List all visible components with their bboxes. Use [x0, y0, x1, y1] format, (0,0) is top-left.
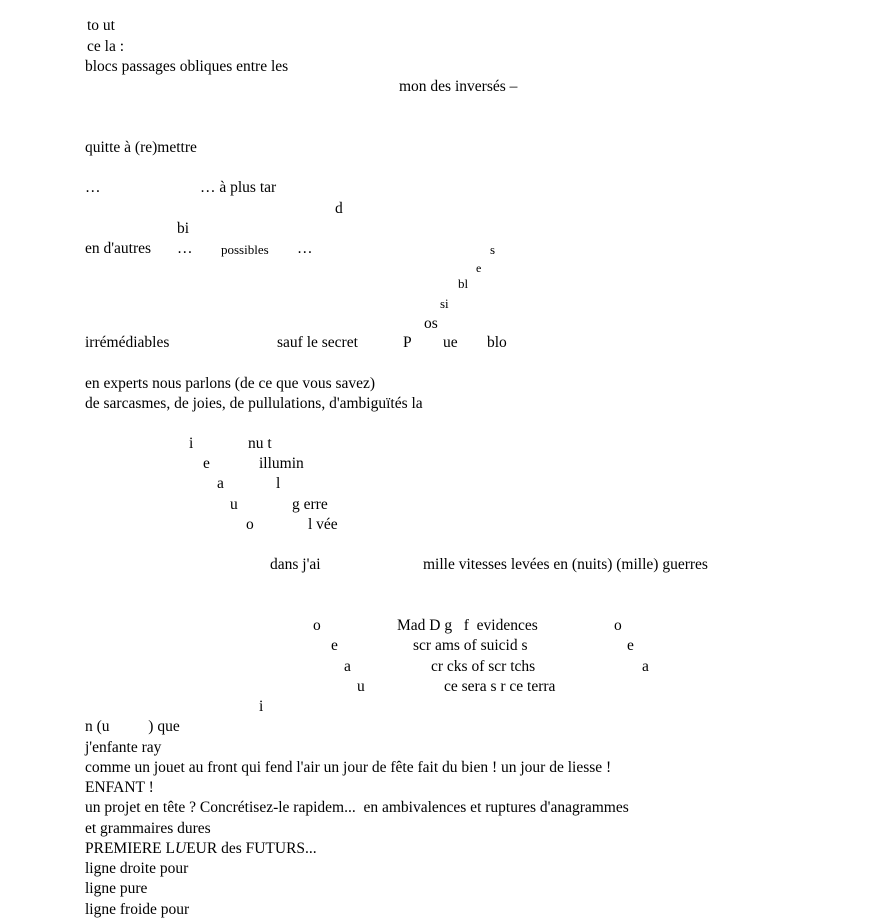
poem-fragment: mille vitesses levées en (nuits) (mille) guerres — [423, 556, 708, 573]
poem-fragment: d — [335, 200, 343, 217]
poem-line: ligne pure — [85, 880, 148, 897]
poem-fragment: bi — [177, 220, 190, 237]
poem-line: ligne froide pour — [85, 901, 190, 918]
diagonal-fragment: g erre — [292, 496, 328, 513]
poem-line: ce la : — [87, 38, 125, 55]
diagonal-letter: i — [259, 698, 264, 715]
cascade-letter: e — [476, 261, 482, 275]
poem-fragment: … à plus tar — [200, 179, 277, 196]
poem-fragment: P — [403, 334, 412, 351]
poem-fragment: dans j'ai — [270, 556, 321, 573]
poem-line: mon des inversés – — [399, 78, 518, 95]
poem-line: quitte à (re)mettre — [85, 139, 197, 156]
diagonal-fragment: l — [276, 475, 281, 492]
poem-line: j'enfante ray — [85, 739, 162, 756]
poem-line-part: PREMIERE L — [85, 840, 175, 857]
cascade-letter: bl — [458, 276, 469, 291]
diagonal-fragment: l vée — [308, 516, 338, 533]
cascade-letter: s — [490, 242, 496, 257]
poem-fragment: sauf le secret — [277, 334, 358, 351]
diagonal-letter: o — [246, 516, 254, 533]
diagonal-letter: u — [230, 496, 238, 513]
cascade-letter: si — [440, 296, 449, 311]
diagonal-letter: e — [627, 637, 634, 654]
diagonal-letter: a — [642, 658, 649, 675]
diagonal-letter: e — [331, 637, 338, 654]
poem-line: ligne droite pour — [85, 860, 189, 877]
poem-line: comme un jouet au front qui fend l'air un jour de fête fait du bien ! un jour de liesse ! — [85, 759, 612, 776]
poem-fragment: … — [177, 240, 193, 257]
poem-fragment: possibles — [221, 242, 269, 257]
diagonal-fragment: cr cks of scr tchs — [431, 658, 536, 675]
poem-fragment: … — [297, 240, 313, 257]
poem-line: et grammaires dures — [85, 820, 211, 837]
diagonal-letter: o — [614, 617, 622, 634]
diagonal-letter: a — [344, 658, 351, 675]
poem-fragment: irrémédiables — [85, 334, 170, 351]
poem-line: n (u ) que — [85, 718, 180, 735]
poem-line-italic-part: U — [175, 840, 187, 857]
poem-fragment: en d'autres — [85, 240, 152, 257]
poem-line-part: EUR des FUTURS... — [186, 840, 317, 857]
poem-line — [85, 841, 317, 857]
poem-line: en experts nous parlons (de ce que vous savez) — [85, 375, 376, 392]
diagonal-letter: i — [189, 435, 194, 452]
poem-line: blocs passages obliques entre les — [85, 58, 289, 75]
diagonal-fragment: scr ams of suicid s — [413, 637, 528, 654]
diagonal-letter: a — [217, 475, 224, 492]
poem-line: ENFANT ! — [85, 779, 154, 796]
poem-line: un projet en tête ? Concrétisez-le rapidem... en ambivalences et ruptures d'anagrammes — [85, 799, 629, 816]
poem-fragment: ue — [443, 334, 458, 351]
cascade-letter: os — [424, 315, 438, 332]
diagonal-letter: u — [357, 678, 365, 695]
poem-line: de sarcasmes, de joies, de pullulations, d'ambiguïtés la — [85, 395, 423, 412]
poem-fragment: blo — [487, 334, 507, 351]
diagonal-letter: o — [313, 617, 321, 634]
diagonal-fragment: ce sera s r ce terra — [444, 678, 556, 695]
poem-fragment: … — [85, 179, 101, 196]
poem-line: to ut — [87, 17, 115, 34]
diagonal-fragment: Mad D g f evidences — [397, 617, 538, 634]
diagonal-fragment: nu t — [248, 435, 272, 452]
diagonal-fragment: illumin — [259, 455, 304, 472]
diagonal-letter: e — [203, 455, 210, 472]
